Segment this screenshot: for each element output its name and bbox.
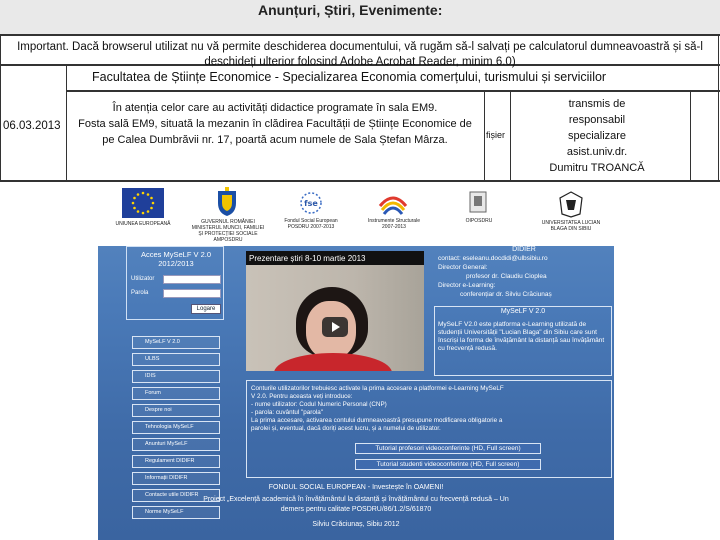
announcement-line: pe Calea Dumbrăvii nr. 17, poartă acum numele de Sala Ștefan Mârza. [102,134,448,146]
info-line: V 2.0. Pentru aceasta veți introduce: [251,393,353,400]
login-button[interactable]: Logare [191,304,221,314]
announcements-title-bar [0,0,720,34]
video-player[interactable] [246,251,424,371]
login-title-line: 2012/2013 [158,259,194,268]
instrumente-structurale-icon [376,188,410,218]
oi-posdru-icon [468,190,488,214]
didier-line: profesor dr. Claudiu Cioplea [466,273,547,280]
announcement-line: Fosta sală EM9, situată la mezanin în clădirea Facultății de Științe Economice de [78,118,472,130]
announcements-title: Anunțuri, Știri, Evenimente: [258,2,443,18]
didier-title: DIDIER [512,246,536,253]
mysefl-webpage [98,184,614,540]
responsible-line: asist.univ.dr. [566,146,628,158]
mysefl-description-panel [434,306,612,376]
menu-item-info[interactable]: Informații DIDIFR [132,472,220,485]
table-border [66,64,67,182]
tutorial-professors-button[interactable]: Tutorial profesori videoconferinte (HD, Full screen) [355,443,541,454]
table-border [690,90,691,182]
footer-line: demers pentru calitate POSDRU/86/1.2/S/61870 [280,506,432,513]
announcements-table [0,0,720,183]
menu-item-regulations[interactable]: Regulament DIDIFR [132,455,220,468]
romania-coat-of-arms-icon [216,187,238,217]
logo-caption: Fondul Social European POSDRU 2007-2013 [284,218,338,230]
responsible-line: Dumitru TROANCĂ [549,162,645,174]
logo-strip [98,184,614,246]
didier-line: Director e-Learning: [438,282,496,289]
info-line: - parola: cuvântul "parola" [251,409,324,416]
responsible-line: transmis de [568,98,626,110]
info-line: - nume utilizator: Codul Numeric Personal (CNP) [251,401,387,408]
announcement-body [68,100,482,148]
login-title [127,250,225,268]
logo-caption: UNIUNEA EUROPEANĂ [115,221,171,227]
svg-text:fse: fse [304,199,318,208]
info-line: Conturile utilizatorilor trebuiesc activate la prima accesare a platformei e-Learning MySeLF [251,385,504,392]
ulbs-logo-icon [558,190,584,218]
didier-line[interactable]: contact: eseleanu.docdidi@ulbsibiu.ro [438,255,548,262]
footer-credit: Silviu Crăciunaș, Sibiu 2012 [312,521,400,528]
responsible-person [514,96,680,176]
footer-line: FONDUL SOCIAL EUROPEAN - Investește în OAMENI! [268,484,444,491]
table-border [0,180,720,182]
info-line: parolei și, eventual, dacă doriți acest lucru, și a numelui de utilizator. [251,425,441,432]
responsible-line: responsabil [568,114,626,126]
important-notice: Important. Dacă browserul utilizat nu vă permite deschiderea documentului, vă rugăm să-l salvați pe calculatorul dumneavoastră și să-l deschideți ulterior folosind Adobe Acrobat Reader, minim 6.0) [17,41,703,68]
menu-item-about[interactable]: Despre noi [132,404,220,417]
tutorial-students-button[interactable]: Tutorial studenti videoconferinte (HD, Full screen) [355,459,541,470]
table-border [0,34,1,182]
didier-line: conferențiar dr. Silviu Crăciunaș [460,291,552,298]
play-icon[interactable] [322,317,348,337]
username-label: Utilizator [131,276,155,282]
faculty-heading: Facultatea de Științe Economice - Specializarea Economia comerțului, turismului și serviciilor [92,70,607,84]
menu-item-technology[interactable]: Tehnologia MySeLF [132,421,220,434]
table-border [66,90,720,92]
mysefl-title: MySeLF V 2.0 [500,308,546,315]
footer-line: Proiect „Excelență academică în învățământul la distanță și învățământul cu frecvență redusă – Un [203,496,509,503]
table-border [718,34,719,182]
menu-item-norms[interactable]: Norme MySeLF [132,506,220,519]
responsible-line: specializare [567,130,627,142]
username-input[interactable] [163,275,221,284]
info-line: La prima accesare, activarea contului dumneavoastră presupune modificarea obligatorie a [251,417,503,424]
login-panel [126,246,224,320]
announcement-date: 06.03.2013 [3,120,61,132]
table-border [510,90,511,182]
menu-item-idis[interactable]: IDIS [132,370,220,383]
table-border [0,34,720,36]
didier-contact-panel [436,246,612,304]
menu-item-announcements[interactable]: Anunturi MySeLF [132,438,220,451]
announcement-line: În atenția celor care au activități didactice programate în sala EM9. [112,102,438,114]
video-title: Prezentare știri 8-10 martie 2013 [249,254,366,263]
table-border [484,90,485,182]
password-label: Parola [131,290,149,296]
logo-caption: Instrumente Structurale 2007-2013 [368,218,420,230]
eu-flag-icon [122,188,164,218]
account-info-panel [246,380,612,478]
presenter-shirt [274,353,392,371]
password-input[interactable] [163,289,221,298]
file-link[interactable]: fișier [486,130,506,140]
menu-item-contacts[interactable]: Contacte utile DIDIFR [132,489,220,502]
didier-line: Director General: [438,264,488,271]
video-frame [246,265,424,371]
menu-item-forum[interactable]: Forum [132,387,220,400]
menu-item-ulbs[interactable]: ULBS [132,353,220,366]
menu-item-mysefl[interactable]: MySeLF V 2.0 [132,336,220,349]
logo-caption: UNIVERSITATEA LUCIAN BLAGA DIN SIBIU [541,220,601,232]
logo-caption: GUVERNUL ROMÂNIEI MINISTERUL MUNCII, FAMILIEI ȘI PROTECȚIEI SOCIALE AMPOSDRU [191,219,265,243]
logo-caption: OIPOSDRU [465,218,493,224]
mysefl-description: MySeLF V2.0 este platforma e-Learning utilizată de studenții Universității "Lucian Blaga" din Sibiu care sunt înscriși la forma de învățământ la distanță sau învățământ cu frecvență redusă. [438,321,605,352]
fse-logo-icon [296,192,326,214]
login-title-line: Acces MySeLF V 2.0 [140,250,212,259]
